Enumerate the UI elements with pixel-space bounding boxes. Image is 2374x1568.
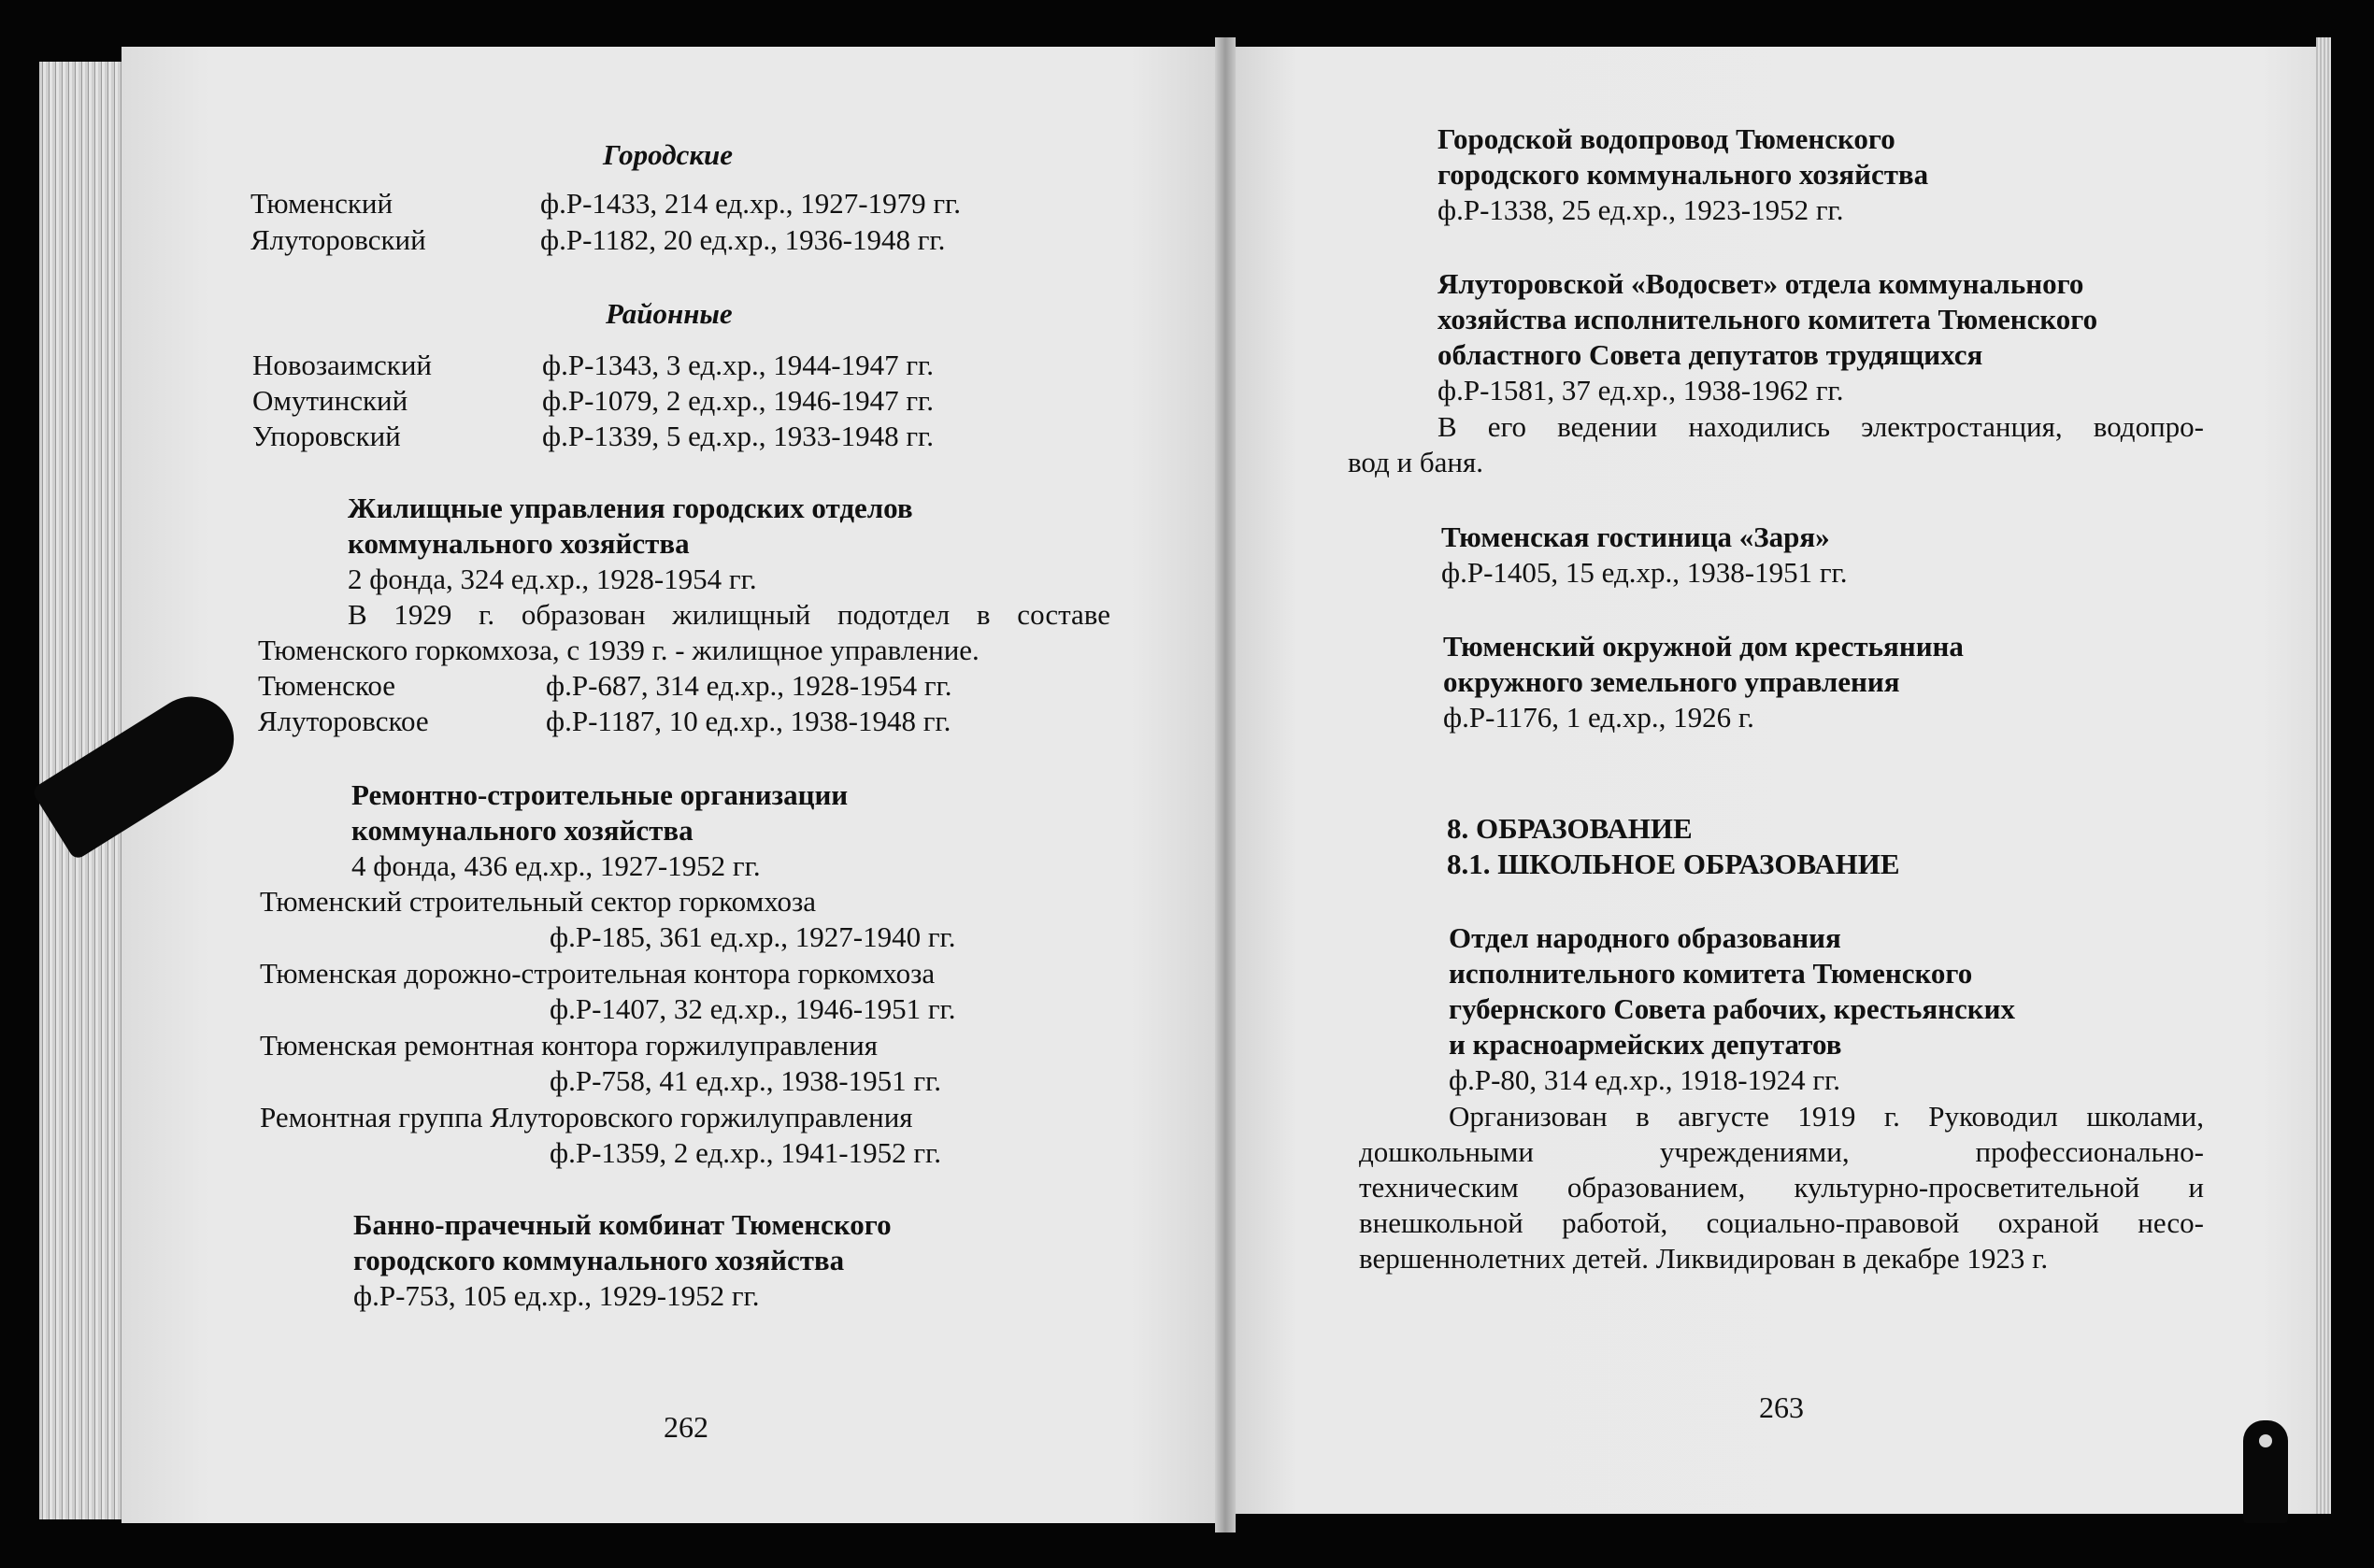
page-clip [2243,1420,2288,1523]
section-title: исполнительного комитета Тюменского [1449,957,1973,990]
row-ref: ф.Р-1187, 10 ед.хр., 1938-1948 гг. [546,705,951,737]
section-title: областного Совета депутатов трудящихся [1437,338,1983,371]
org-ref: ф.Р-1407, 32 ед.хр., 1946-1951 гг. [550,992,956,1025]
row-name: Тюменское [258,669,395,702]
page-number: 262 [664,1410,708,1444]
row-name: Омутинский [252,384,408,417]
row-name: Упоровский [252,420,401,452]
section-title: коммунального хозяйства [348,527,690,560]
row-name: Ялуторовское [258,705,429,737]
section-title: Тюменский окружной дом крестьянина [1443,630,1964,663]
paragraph-line: внешкольной работой, социально-правовой охраной несо- [1359,1206,2204,1239]
row-ref: ф.Р-1339, 5 ед.хр., 1933-1948 гг. [542,420,935,452]
org-name: Ремонтная группа Ялуторовского горжилуправления [260,1101,913,1133]
paragraph-line: техническим образованием, культурно-просветительной и [1359,1171,2204,1204]
org-name: Тюменская дорожно-строительная контора горкомхоза [260,957,936,990]
heading-raionnye: Районные [606,297,733,330]
funds-summary: 4 фонда, 436 ед.хр., 1927-1952 гг. [351,849,761,882]
row-name: Новозаимский [252,349,433,381]
fund-ref: ф.Р-1405, 15 ед.хр., 1938-1951 гг. [1441,556,1848,589]
section-title: Тюменская гостиница «Заря» [1441,520,1830,553]
row-name: Ялуторовский [250,223,426,256]
section-title: Городской водопровод Тюменского [1437,122,1895,155]
paragraph-line: Тюменского горкомхоза, с 1939 г. - жилищное управление. [258,634,980,666]
paragraph-line: вод и баня. [1348,446,1484,478]
org-ref: ф.Р-1359, 2 ед.хр., 1941-1952 гг. [550,1136,942,1169]
section-title: Ремонтно-строительные организации [351,778,849,811]
org-name: Тюменский строительный сектор горкомхоза [260,885,817,918]
row-name: Тюменский [250,187,393,220]
book-gutter [1215,37,1236,1532]
section-title: городского коммунального хозяйства [353,1244,845,1276]
section-title: хозяйства исполнительного комитета Тюменского [1437,303,2098,335]
section-title: и красноармейских депутатов [1449,1028,1842,1061]
book-page-edges-right [2316,37,2331,1514]
row-ref: ф.Р-687, 314 ед.хр., 1928-1954 гг. [546,669,952,702]
fund-ref: ф.Р-1581, 37 ед.хр., 1938-1962 гг. [1437,374,1844,406]
row-ref: ф.Р-1433, 214 ед.хр., 1927-1979 гг. [540,187,962,220]
org-ref: ф.Р-758, 41 ед.хр., 1938-1951 гг. [550,1064,942,1097]
heading-gorodskie: Городские [603,138,734,171]
paragraph-line: вершеннолетних детей. Ликвидирован в декабре 1923 г. [1359,1242,2049,1275]
fund-ref: ф.Р-80, 314 ед.хр., 1918-1924 гг. [1449,1063,1841,1096]
chapter-title: 8.1. ШКОЛЬНОЕ ОБРАЗОВАНИЕ [1447,848,1900,880]
paragraph-line: В 1929 г. образован жилищный подотдел в составе [348,598,1110,631]
paragraph-line: дошкольными учреждениями, профессионально- [1359,1135,2204,1168]
paragraph-line: В его ведении находились электростанция, водопро- [1437,410,2204,443]
section-title: окружного земельного управления [1443,665,1900,698]
section-title: городского коммунального хозяйства [1437,158,1929,191]
row-ref: ф.Р-1182, 20 ед.хр., 1936-1948 гг. [540,223,946,256]
fund-ref: ф.Р-753, 105 ед.хр., 1929-1952 гг. [353,1279,760,1312]
page-number: 263 [1759,1390,1804,1424]
org-name: Тюменская ремонтная контора горжилуправления [260,1029,878,1062]
section-title: Жилищные управления городских отделов [348,492,913,524]
fund-ref: ф.Р-1338, 25 ед.хр., 1923-1952 гг. [1437,193,1844,226]
section-title: Ялуторовской «Водосвет» отдела коммунального [1437,267,2084,300]
section-title: губернского Совета рабочих, крестьянских [1449,992,2015,1025]
section-title: Отдел народного образования [1449,921,1841,954]
funds-summary: 2 фонда, 324 ед.хр., 1928-1954 гг. [348,563,757,595]
row-ref: ф.Р-1343, 3 ед.хр., 1944-1947 гг. [542,349,935,381]
section-title: Банно-прачечный комбинат Тюменского [353,1208,892,1241]
paragraph-line: Организован в августе 1919 г. Руководил школами, [1449,1100,2204,1133]
org-ref: ф.Р-185, 361 ед.хр., 1927-1940 гг. [550,920,956,953]
chapter-title: 8. ОБРАЗОВАНИЕ [1447,812,1693,845]
fund-ref: ф.Р-1176, 1 ед.хр., 1926 г. [1443,701,1754,734]
section-title: коммунального хозяйства [351,814,694,847]
row-ref: ф.Р-1079, 2 ед.хр., 1946-1947 гг. [542,384,935,417]
